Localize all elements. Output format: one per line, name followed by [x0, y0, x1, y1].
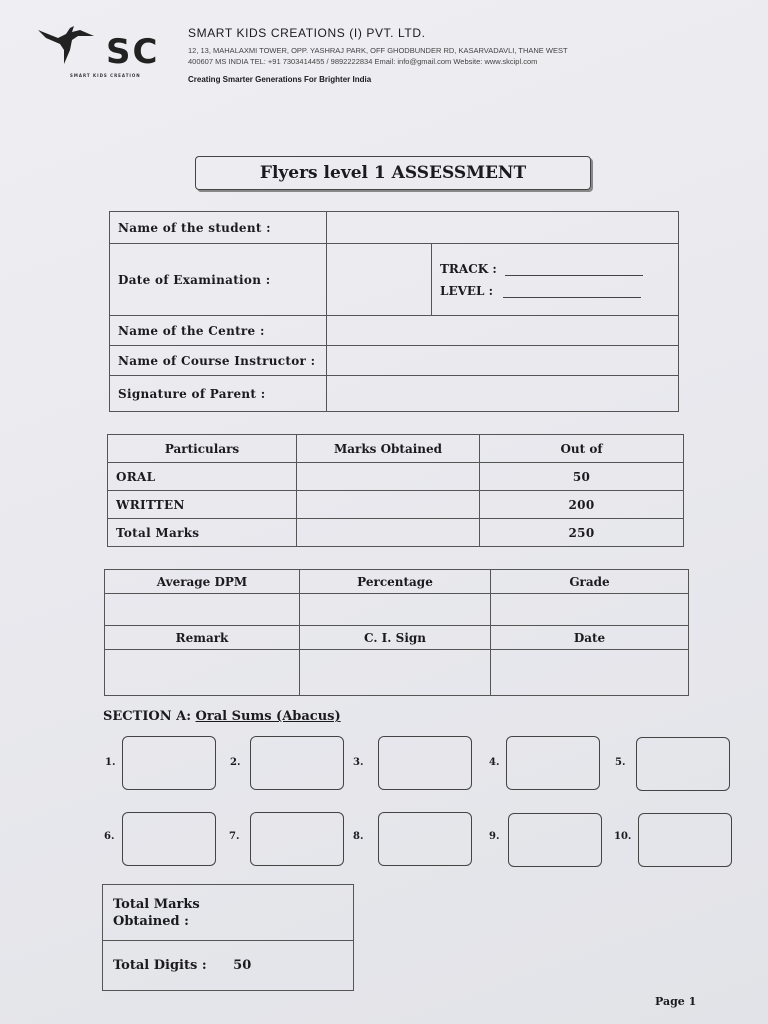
written-out-of: 200	[480, 491, 684, 519]
section-a-title: Oral Sums (Abacus)	[195, 709, 341, 724]
answer-box-5[interactable]	[636, 737, 730, 791]
col-header-average-dpm: Average DPM	[105, 570, 300, 594]
grade-field[interactable]	[491, 594, 689, 626]
company-address-line1: 12, 13, MAHALAXMI TOWER, OPP. YASHRAJ PARK, OFF GHODBUNDER RD, KASARVADAVLI, THANE WEST	[188, 46, 568, 55]
answer-box-6[interactable]	[122, 812, 216, 866]
instructor-label: Name of Course Instructor :	[110, 346, 327, 376]
question-number-4: 4.	[489, 757, 500, 768]
total-digits-label: Total Digits :	[113, 958, 207, 973]
particular-written: WRITTEN	[108, 491, 297, 519]
parent-signature-label: Signature of Parent :	[110, 376, 327, 412]
answer-box-8[interactable]	[378, 812, 472, 866]
answer-box-1[interactable]	[122, 736, 216, 790]
particular-total: Total Marks	[108, 519, 297, 547]
table-row	[108, 463, 684, 491]
percentage-field[interactable]	[300, 594, 491, 626]
col-header-marks-obtained: Marks Obtained	[297, 435, 480, 463]
track-field[interactable]	[505, 273, 643, 276]
answer-box-2[interactable]	[250, 736, 344, 790]
track-level-cell	[432, 244, 679, 316]
col-header-grade: Grade	[491, 570, 689, 594]
answer-box-3[interactable]	[378, 736, 472, 790]
oral-out-of: 50	[480, 463, 684, 491]
instructor-field[interactable]	[327, 346, 679, 376]
question-number-7: 7.	[229, 831, 240, 842]
logo-tagline: SMART KIDS CREATION	[70, 73, 141, 78]
table-row	[108, 491, 684, 519]
answer-box-10[interactable]	[638, 813, 732, 867]
ci-sign-field[interactable]	[300, 650, 491, 696]
date-field[interactable]	[491, 650, 689, 696]
page-number: Page 1	[655, 995, 697, 1008]
table-row	[108, 519, 684, 547]
company-tagline: Creating Smarter Generations For Brighter India	[188, 75, 372, 84]
bird-logo-icon	[36, 24, 98, 66]
remark-field[interactable]	[105, 650, 300, 696]
total-marks-obtained-cell[interactable]	[103, 885, 354, 941]
centre-field[interactable]	[327, 316, 679, 346]
centre-label: Name of the Centre :	[110, 316, 327, 346]
logo-text: SC	[106, 32, 160, 72]
col-header-ci-sign: C. I. Sign	[300, 626, 491, 650]
question-number-8: 8.	[353, 831, 364, 842]
average-dpm-field[interactable]	[105, 594, 300, 626]
col-header-percentage: Percentage	[300, 570, 491, 594]
total-marks-obtained-label-line1: Total Marks	[113, 896, 200, 912]
level-label: LEVEL :	[440, 283, 494, 298]
question-number-1: 1.	[105, 757, 116, 768]
col-header-out-of: Out of	[480, 435, 684, 463]
parent-signature-field[interactable]	[327, 376, 679, 412]
total-marks-field[interactable]	[297, 519, 480, 547]
exam-date-field[interactable]	[327, 244, 432, 316]
student-name-field[interactable]	[327, 212, 679, 244]
company-address-line2: 400607 MS INDIA TEL: +91 7303414455 / 9892222834 Email: info@gmail.com Website: www.skcipl.com	[188, 57, 538, 66]
total-marks-obtained-label-line2: Obtained :	[113, 913, 189, 929]
company-name: SMART KIDS CREATIONS (I) PVT. LTD.	[188, 26, 426, 40]
particular-oral: ORAL	[108, 463, 297, 491]
question-number-2: 2.	[230, 757, 241, 768]
oral-marks-field[interactable]	[297, 463, 480, 491]
col-header-date: Date	[491, 626, 689, 650]
col-header-particulars: Particulars	[108, 435, 297, 463]
track-label: TRACK :	[440, 261, 497, 276]
total-digits-cell	[103, 941, 354, 991]
question-number-6: 6.	[104, 831, 115, 842]
student-name-label: Name of the student :	[110, 212, 327, 244]
answer-box-7[interactable]	[250, 812, 344, 866]
result-table	[104, 569, 689, 696]
assessment-title: Flyers level 1 ASSESSMENT	[195, 156, 591, 190]
question-number-10: 10.	[614, 831, 632, 842]
section-a-prefix: SECTION A:	[103, 709, 196, 724]
level-row	[440, 284, 670, 298]
section-a-heading	[103, 709, 341, 724]
answer-box-4[interactable]	[506, 736, 600, 790]
question-number-5: 5.	[615, 757, 626, 768]
written-marks-field[interactable]	[297, 491, 480, 519]
col-header-remark: Remark	[105, 626, 300, 650]
exam-date-label: Date of Examination :	[110, 244, 327, 316]
student-info-table	[109, 211, 679, 412]
total-out-of: 250	[480, 519, 684, 547]
answer-box-9[interactable]	[508, 813, 602, 867]
track-row	[440, 262, 670, 276]
totals-table	[102, 884, 354, 991]
question-number-3: 3.	[353, 757, 364, 768]
marks-table	[107, 434, 684, 547]
level-field[interactable]	[503, 295, 641, 298]
total-digits-value: 50	[233, 958, 252, 973]
question-number-9: 9.	[489, 831, 500, 842]
